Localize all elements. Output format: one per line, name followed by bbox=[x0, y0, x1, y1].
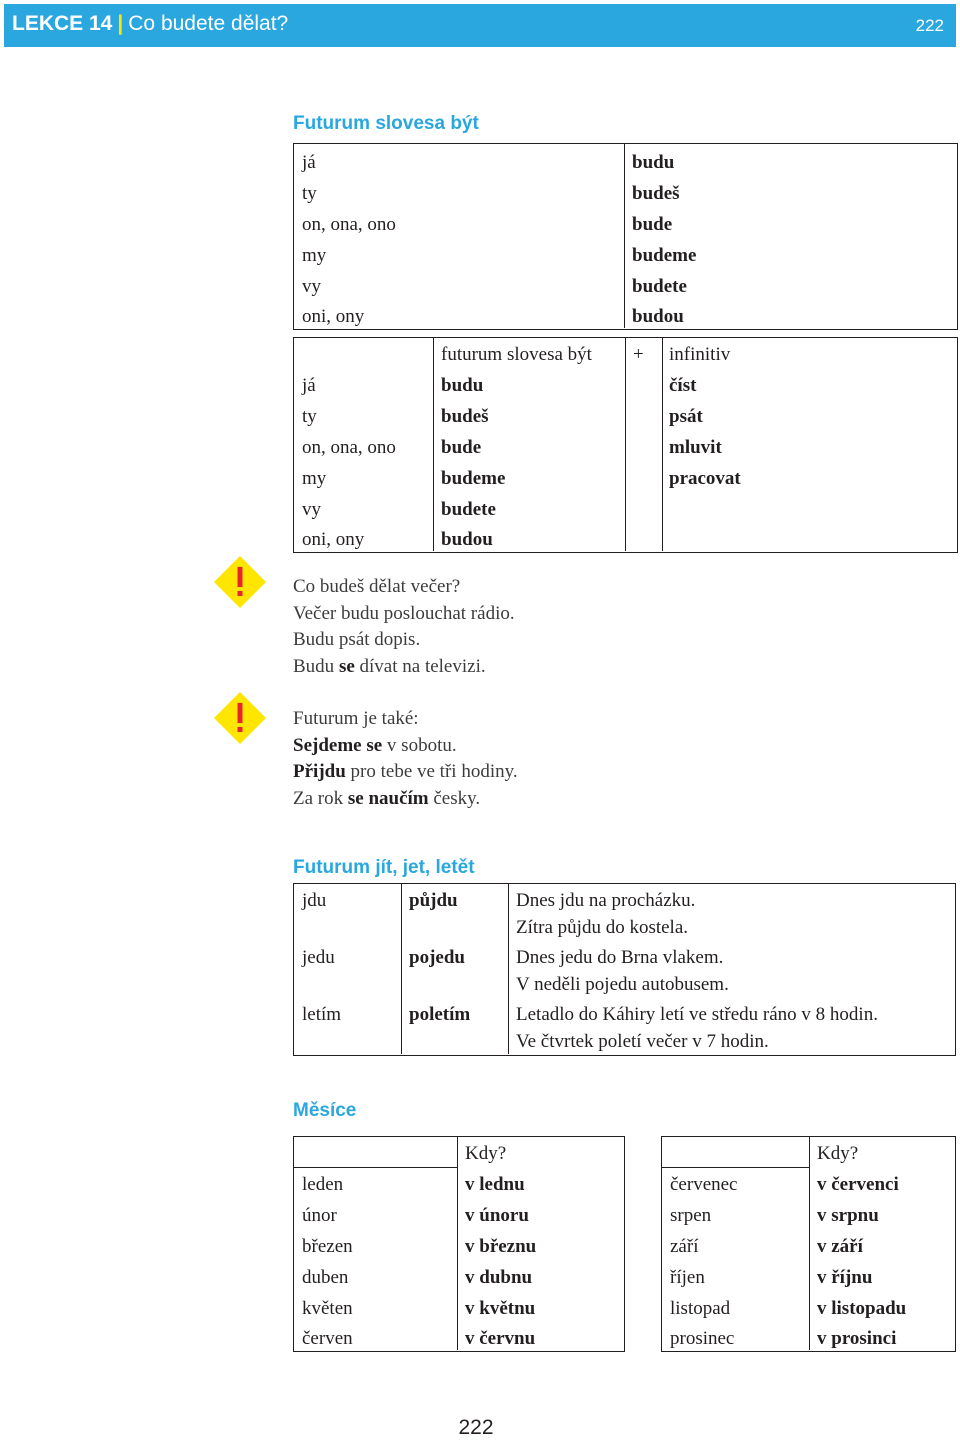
warning-icon bbox=[213, 555, 267, 609]
month-locative: v dubnu bbox=[465, 1267, 533, 1288]
note-line bbox=[293, 733, 518, 760]
month-name: červen bbox=[302, 1328, 353, 1349]
pronoun: ty bbox=[302, 406, 317, 427]
header-title bbox=[12, 12, 288, 36]
kdy-header: Kdy? bbox=[817, 1143, 859, 1164]
month-locative: v srpnu bbox=[817, 1205, 879, 1226]
month-name: květen bbox=[302, 1298, 353, 1319]
verb-form: budu bbox=[441, 375, 484, 396]
kdy-header: Kdy? bbox=[465, 1143, 507, 1164]
pronoun: vy bbox=[302, 276, 321, 297]
note-line bbox=[293, 654, 515, 681]
month-name: leden bbox=[302, 1174, 344, 1195]
month-locative: v únoru bbox=[465, 1205, 529, 1226]
verb-form: budeš bbox=[441, 406, 489, 427]
infinitive: psát bbox=[669, 406, 703, 427]
verb-form: budeme bbox=[441, 468, 506, 489]
example-sentence: Dnes jedu do Brna vlakem. bbox=[516, 947, 724, 968]
note-text: v sobotu. bbox=[386, 734, 457, 756]
month-name: srpen bbox=[670, 1205, 712, 1226]
note-text: Budu bbox=[293, 655, 335, 677]
present-form: letím bbox=[302, 1004, 342, 1025]
note-text: dívat na televizi. bbox=[359, 655, 486, 677]
note-line bbox=[293, 759, 518, 786]
section-title-futurum-byt: Futurum slovesa být bbox=[293, 113, 479, 134]
lesson-title: Co budete dělat? bbox=[128, 12, 289, 35]
table-months-right bbox=[661, 1136, 956, 1352]
month-locative: v listopadu bbox=[817, 1298, 907, 1319]
plus-sign: + bbox=[633, 344, 644, 365]
pronoun: my bbox=[302, 468, 327, 489]
infinitive: pracovat bbox=[669, 468, 741, 489]
table-divider bbox=[294, 1167, 457, 1168]
month-locative: v březnu bbox=[465, 1236, 537, 1257]
table-futurum-byt bbox=[293, 143, 958, 330]
note-text: Za rok bbox=[293, 787, 344, 809]
verb-form: budeš bbox=[632, 183, 680, 204]
month-locative: v květnu bbox=[465, 1298, 536, 1319]
table-divider bbox=[662, 1167, 809, 1168]
column-header-infinitive: infinitiv bbox=[669, 344, 731, 365]
future-form: pojedu bbox=[409, 947, 465, 968]
table-divider bbox=[625, 338, 626, 551]
month-locative: v prosinci bbox=[817, 1328, 897, 1349]
verb-form: budete bbox=[441, 499, 496, 520]
note-bold: Přijdu bbox=[293, 761, 346, 782]
example-sentence: Letadlo do Káhiry letí ve středu ráno v 8 hodin. bbox=[516, 1004, 878, 1025]
table-divider bbox=[624, 144, 625, 328]
note-bold: se naučím bbox=[347, 787, 429, 809]
pronoun: my bbox=[302, 245, 327, 266]
month-name: únor bbox=[302, 1205, 337, 1226]
month-name: prosinec bbox=[670, 1328, 735, 1349]
header-page-number: 222 bbox=[915, 16, 944, 35]
pronoun: oni, ony bbox=[302, 529, 365, 550]
section-title-futurum-motion: Futurum jít, jet, letět bbox=[293, 857, 475, 878]
header-separator: | bbox=[117, 12, 124, 35]
verb-form: budete bbox=[632, 276, 687, 297]
pronoun: on, ona, ono bbox=[302, 437, 396, 458]
month-name: březen bbox=[302, 1236, 353, 1257]
column-header: futurum slovesa být bbox=[441, 344, 592, 365]
infinitive: mluvit bbox=[669, 437, 722, 458]
pronoun: on, ona, ono bbox=[302, 214, 396, 235]
verb-form: budou bbox=[632, 306, 684, 327]
pronoun: já bbox=[302, 152, 316, 173]
header-bar bbox=[4, 4, 956, 47]
table-divider bbox=[401, 884, 402, 1054]
verb-form: budeme bbox=[632, 245, 697, 266]
table-divider bbox=[433, 338, 434, 551]
note-line: Večer budu poslouchat rádio. bbox=[293, 602, 515, 624]
note-bold: Sejdeme se bbox=[293, 734, 383, 756]
pronoun: já bbox=[302, 375, 316, 396]
note-text: česky. bbox=[433, 787, 481, 809]
table-divider bbox=[457, 1137, 458, 1350]
pronoun: oni, ony bbox=[302, 306, 365, 327]
pronoun: vy bbox=[302, 499, 321, 520]
note-line bbox=[293, 786, 518, 813]
month-locative: v lednu bbox=[465, 1174, 525, 1195]
example-sentence: Zítra půjdu do kostela. bbox=[516, 917, 689, 938]
pronoun: ty bbox=[302, 183, 317, 204]
note-future-also bbox=[293, 706, 518, 812]
month-name: září bbox=[670, 1236, 699, 1257]
present-form: jedu bbox=[302, 947, 335, 968]
verb-form: bude bbox=[441, 437, 482, 458]
note-text: pro tebe ve tři hodiny. bbox=[350, 761, 518, 782]
verb-form: budou bbox=[441, 529, 493, 550]
lesson-label: LEKCE 14 bbox=[12, 12, 113, 35]
present-form: jdu bbox=[302, 890, 327, 911]
table-divider bbox=[508, 884, 509, 1054]
verb-form: bude bbox=[632, 214, 673, 235]
future-form: poletím bbox=[409, 1004, 471, 1025]
note-line: Budu psát dopis. bbox=[293, 629, 421, 650]
month-name: duben bbox=[302, 1267, 349, 1288]
verb-form: budu bbox=[632, 152, 675, 173]
table-divider bbox=[662, 338, 663, 551]
infinitive: číst bbox=[669, 375, 697, 396]
note-bold: se bbox=[338, 655, 355, 677]
month-name: listopad bbox=[670, 1298, 731, 1319]
month-locative: v říjnu bbox=[817, 1267, 873, 1288]
table-months-left bbox=[293, 1136, 625, 1352]
warning-icon bbox=[213, 691, 267, 745]
month-name: červenec bbox=[670, 1174, 738, 1195]
table-futurum-motion bbox=[293, 883, 956, 1056]
example-sentence: Dnes jdu na procházku. bbox=[516, 890, 696, 911]
note-line: Co budeš dělat večer? bbox=[293, 576, 461, 597]
footer-page-number: 222 bbox=[458, 1416, 494, 1439]
table-divider bbox=[809, 1137, 810, 1350]
example-sentence: Ve čtvrtek poletí večer v 7 hodin. bbox=[516, 1031, 769, 1052]
example-sentence: V neděli pojedu autobusem. bbox=[516, 974, 729, 995]
month-locative: v září bbox=[817, 1236, 863, 1257]
future-form: půjdu bbox=[409, 890, 458, 911]
month-name: říjen bbox=[670, 1267, 705, 1288]
month-locative: v červnu bbox=[465, 1328, 536, 1349]
month-locative: v červenci bbox=[817, 1174, 899, 1195]
note-example-future bbox=[293, 574, 515, 680]
table-futurum-infinitive bbox=[293, 337, 958, 553]
section-title-months: Měsíce bbox=[293, 1100, 357, 1121]
note-line: Futurum je také: bbox=[293, 708, 419, 729]
